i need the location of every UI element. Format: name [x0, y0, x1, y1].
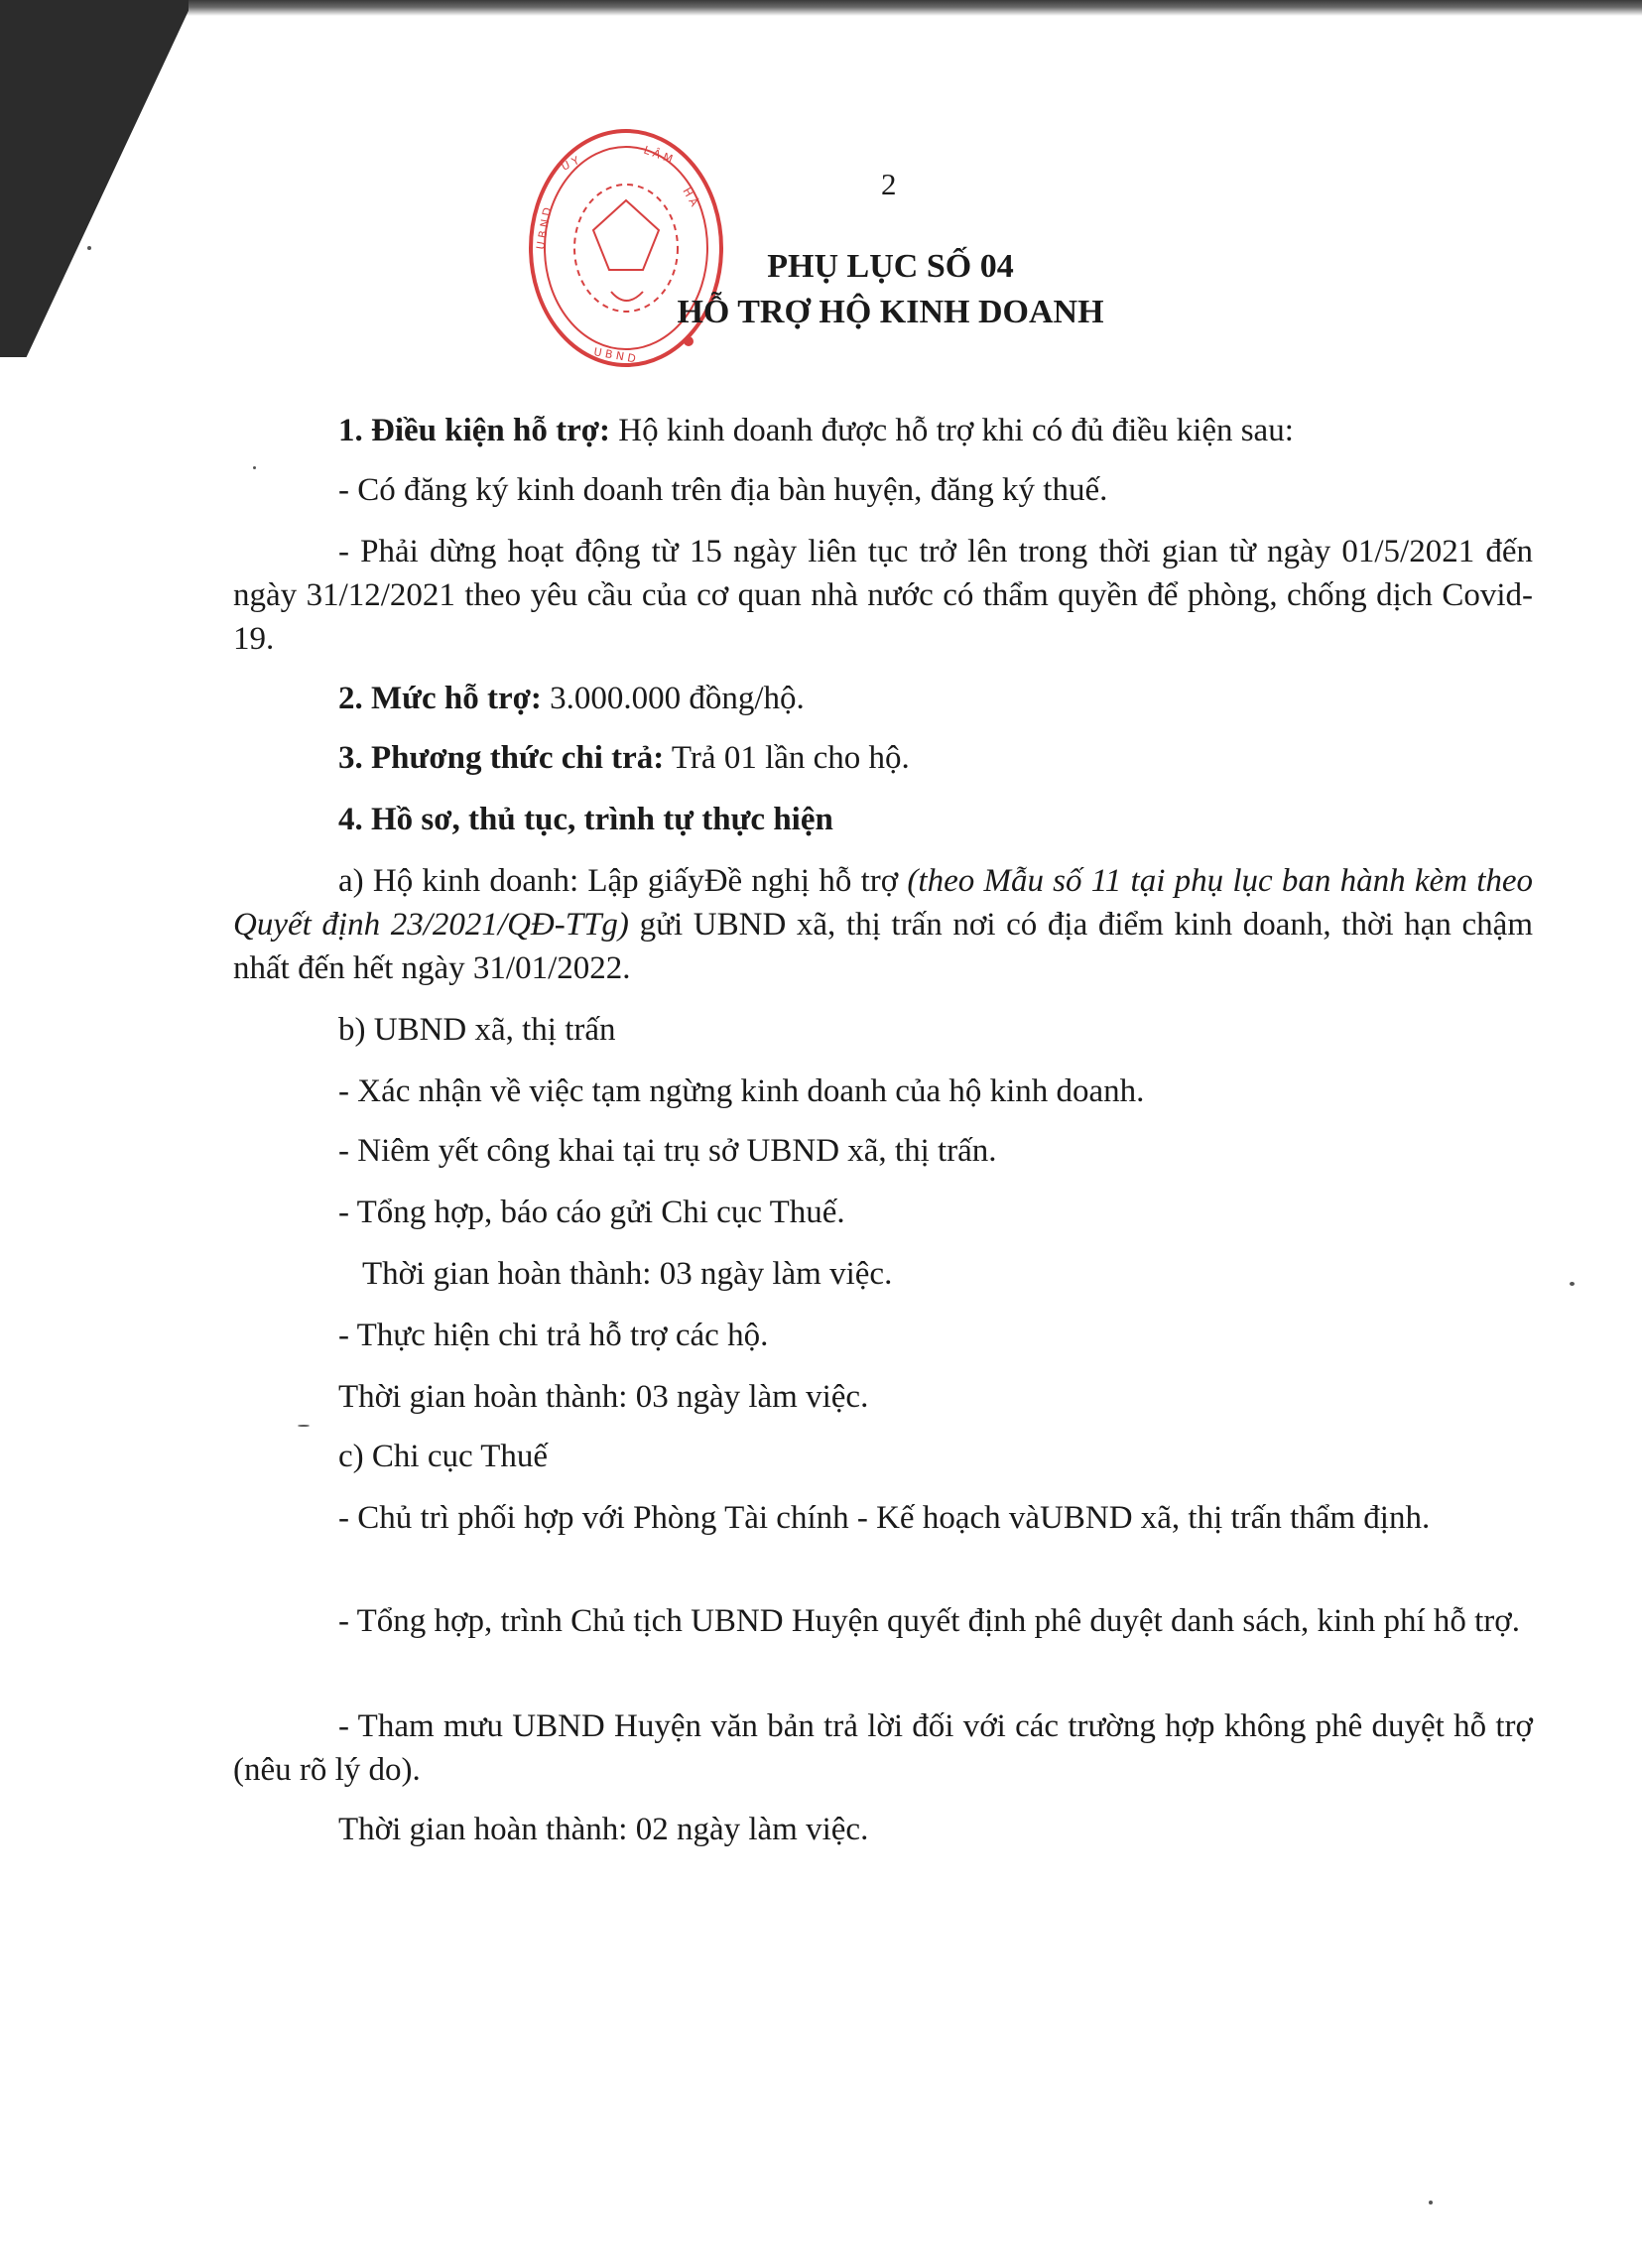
item-c-deadline: Thời gian hoàn thành: 02 ngày làm việc. — [338, 1812, 869, 1847]
item-a-text-1: a) Hộ kinh doanh: Lập giấyĐề nghị hỗ trợ — [338, 863, 908, 899]
svg-text:L Â M: L Â M — [641, 143, 675, 167]
section-1-heading: 1. Điều kiện hỗ trợ: — [338, 413, 611, 448]
svg-text:U B N D: U B N D — [534, 206, 555, 251]
item-b-deadline-1: Thời gian hoàn thành: 03 ngày làm việc. — [362, 1256, 893, 1292]
item-b-deadline-2: Thời gian hoàn thành: 03 ngày làm việc. — [338, 1379, 869, 1415]
svg-text:U Y: U Y — [559, 154, 581, 174]
scan-speck — [87, 246, 91, 250]
scan-speck — [298, 1425, 310, 1427]
item-b-heading: b) UBND xã, thị trấn — [338, 1012, 616, 1048]
item-b-task-2: - Niêm yết công khai tại trụ sở UBND xã, thị trấn. — [338, 1133, 997, 1169]
condition-item-2: - Phải dừng hoạt động từ 15 ngày liên tục trở lên trong thời gian từ ngày 01/5/2021 đến ngày 31/12/2021 theo yêu cầu của cơ quan nhà nước có thẩm quyền để phòng, chống dịch Covid-19. — [233, 534, 1533, 657]
scan-speck — [1570, 1282, 1575, 1286]
appendix-subtitle: HỖ TRỢ HỘ KINH DOANH — [677, 294, 1104, 330]
item-b-task-1: - Xác nhận về việc tạm ngừng kinh doanh của hộ kinh doanh. — [338, 1073, 1145, 1109]
item-c-heading: c) Chi cục Thuế — [338, 1439, 549, 1474]
section-3-text: Trả 01 lần cho hộ. — [664, 740, 910, 776]
svg-text:H À: H À — [680, 186, 701, 209]
condition-item-1: - Có đăng ký kinh doanh trên địa bàn huyện, đăng ký thuế. — [338, 472, 1108, 508]
section-1-text: Hộ kinh doanh được hỗ trợ khi có đủ điều kiện sau: — [610, 413, 1294, 448]
item-c-task-3: - Tham mưu UBND Huyện văn bản trả lời đối với các trường hợp không phê duyệt hỗ trợ (nêu rõ lý do). — [233, 1708, 1533, 1788]
item-c-task-2: - Tổng hợp, trình Chủ tịch UBND Huyện quyết định phê duyệt danh sách, kinh phí hỗ trợ. — [338, 1603, 1520, 1639]
section-2-amount — [233, 677, 1533, 720]
item-b-task-3: - Tổng hợp, báo cáo gửi Chi cục Thuế. — [338, 1195, 845, 1230]
section-3-payment — [233, 736, 1533, 780]
svg-text:U B N D: U B N D — [592, 345, 637, 366]
item-a-household — [233, 859, 1533, 990]
item-c-task-1: - Chủ trì phối hợp với Phòng Tài chính - Kế hoạch vàUBND xã, thị trấn thẩm định. — [338, 1500, 1431, 1536]
page-number: 2 — [881, 167, 897, 201]
appendix-title: PHỤ LỤC SỐ 04 — [767, 248, 1014, 285]
scan-speck — [1429, 2201, 1433, 2205]
item-a-text-2: gửi UBND xã, thị trấn nơi có địa điểm kinh doanh, thời hạn chậm nhất đến hết ngày 31/01/2022. — [233, 907, 1533, 986]
scan-speck — [253, 466, 256, 469]
section-1-conditions — [233, 409, 1533, 452]
item-a-italic-reference: (theo Mẫu số 11 tại phụ lục ban hành kèm theo Quyết định 23/2021/QĐ-TTg) — [233, 863, 1534, 943]
section-3-heading: 3. Phương thức chi trả: — [338, 740, 665, 776]
section-4-heading: 4. Hồ sơ, thủ tục, trình tự thực hiện — [338, 802, 833, 837]
item-b-task-4: - Thực hiện chi trả hỗ trợ các hộ. — [338, 1318, 769, 1353]
section-2-text: 3.000.000 đồng/hộ. — [541, 681, 805, 716]
section-2-heading: 2. Mức hỗ trợ: — [338, 681, 542, 716]
